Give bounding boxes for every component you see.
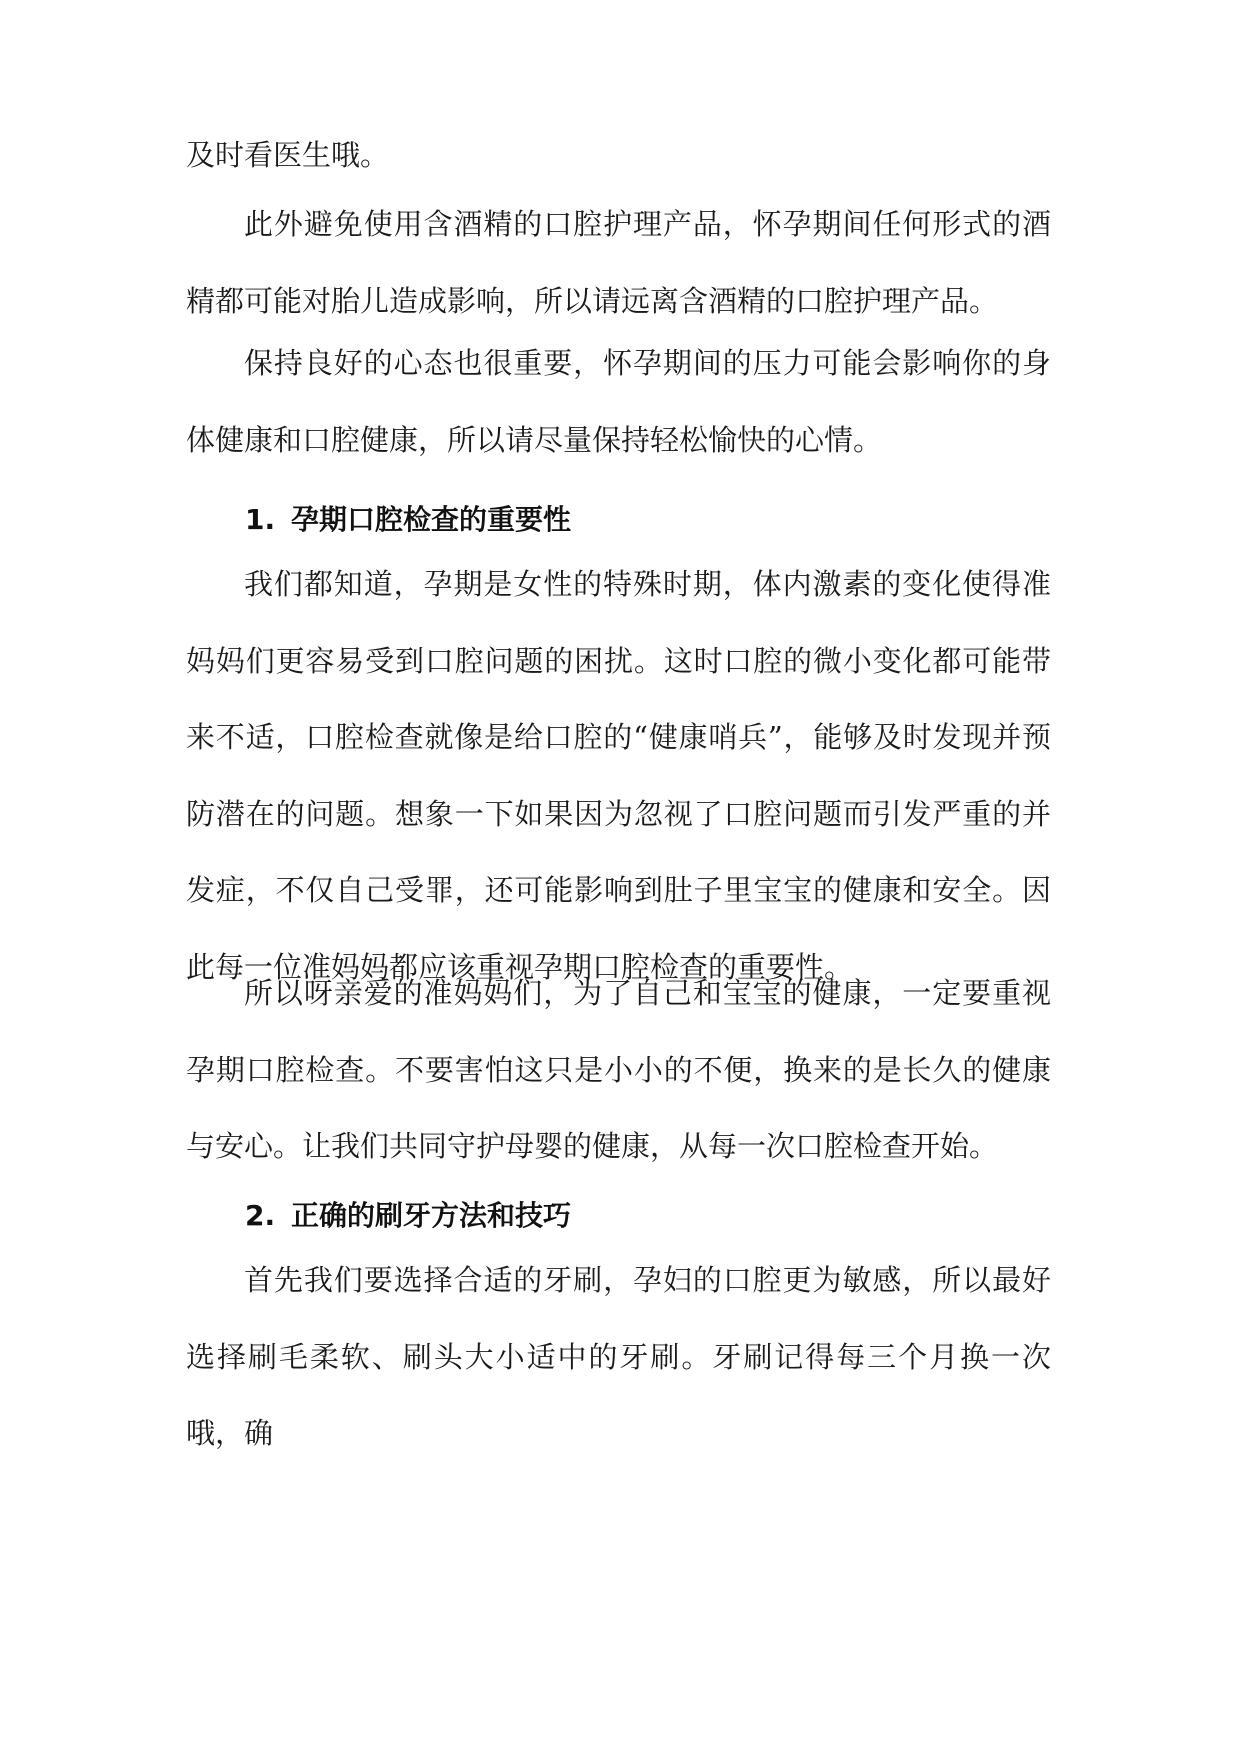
section-heading-2-number: 2. bbox=[245, 1199, 276, 1232]
section-heading-2-title: 正确的刷牙方法和技巧 bbox=[291, 1199, 572, 1232]
paragraph-alcohol-products: 此外避免使用含酒精的口腔护理产品，怀孕期间任何形式的酒精都可能对胎儿造成影响，所以请远离含酒精的口腔护理产品。 bbox=[186, 207, 1051, 318]
paragraph-checkup-importance: 我们都知道，孕期是女性的特殊时期，体内激素的变化使得准妈妈们更容易受到口腔问题的困扰。这时口腔的微小变化都可能带来不适，口腔检查就像是给口腔的“健康哨兵”，能够及时发现并预防潜在的问题。想象一下如果因为忽视了口腔问题而引发严重的并发症，不仅自己受罪，还可能影响到肚子里宝宝的健康和安全。因此每一位准妈妈都应该重视孕期口腔检查的重要性。 bbox=[186, 567, 1051, 984]
paragraph-continuation: 及时看医生哦。 bbox=[186, 138, 390, 172]
paragraph-checkup-encouragement: 所以呀亲爱的准妈妈们，为了自己和宝宝的健康，一定要重视孕期口腔检查。不要害怕这只是小小的不便，换来的是长久的健康与安心。让我们共同守护母婴的健康，从每一次口腔检查开始。 bbox=[186, 976, 1051, 1163]
section-heading-1-number: 1. bbox=[245, 503, 276, 536]
section-heading-1-title: 孕期口腔检查的重要性 bbox=[291, 503, 572, 536]
paragraph-mood: 保持良好的心态也很重要，怀孕期间的压力可能会影响你的身体健康和口腔健康，所以请尽量保持轻松愉快的心情。 bbox=[186, 346, 1051, 457]
section-heading-1 bbox=[245, 500, 571, 540]
paragraph-toothbrush-choice: 首先我们要选择合适的牙刷，孕妇的口腔更为敏感，所以最好选择刷毛柔软、刷头大小适中的牙刷。牙刷记得每三个月换一次哦，确 bbox=[186, 1263, 1051, 1450]
section-heading-2 bbox=[245, 1196, 571, 1236]
